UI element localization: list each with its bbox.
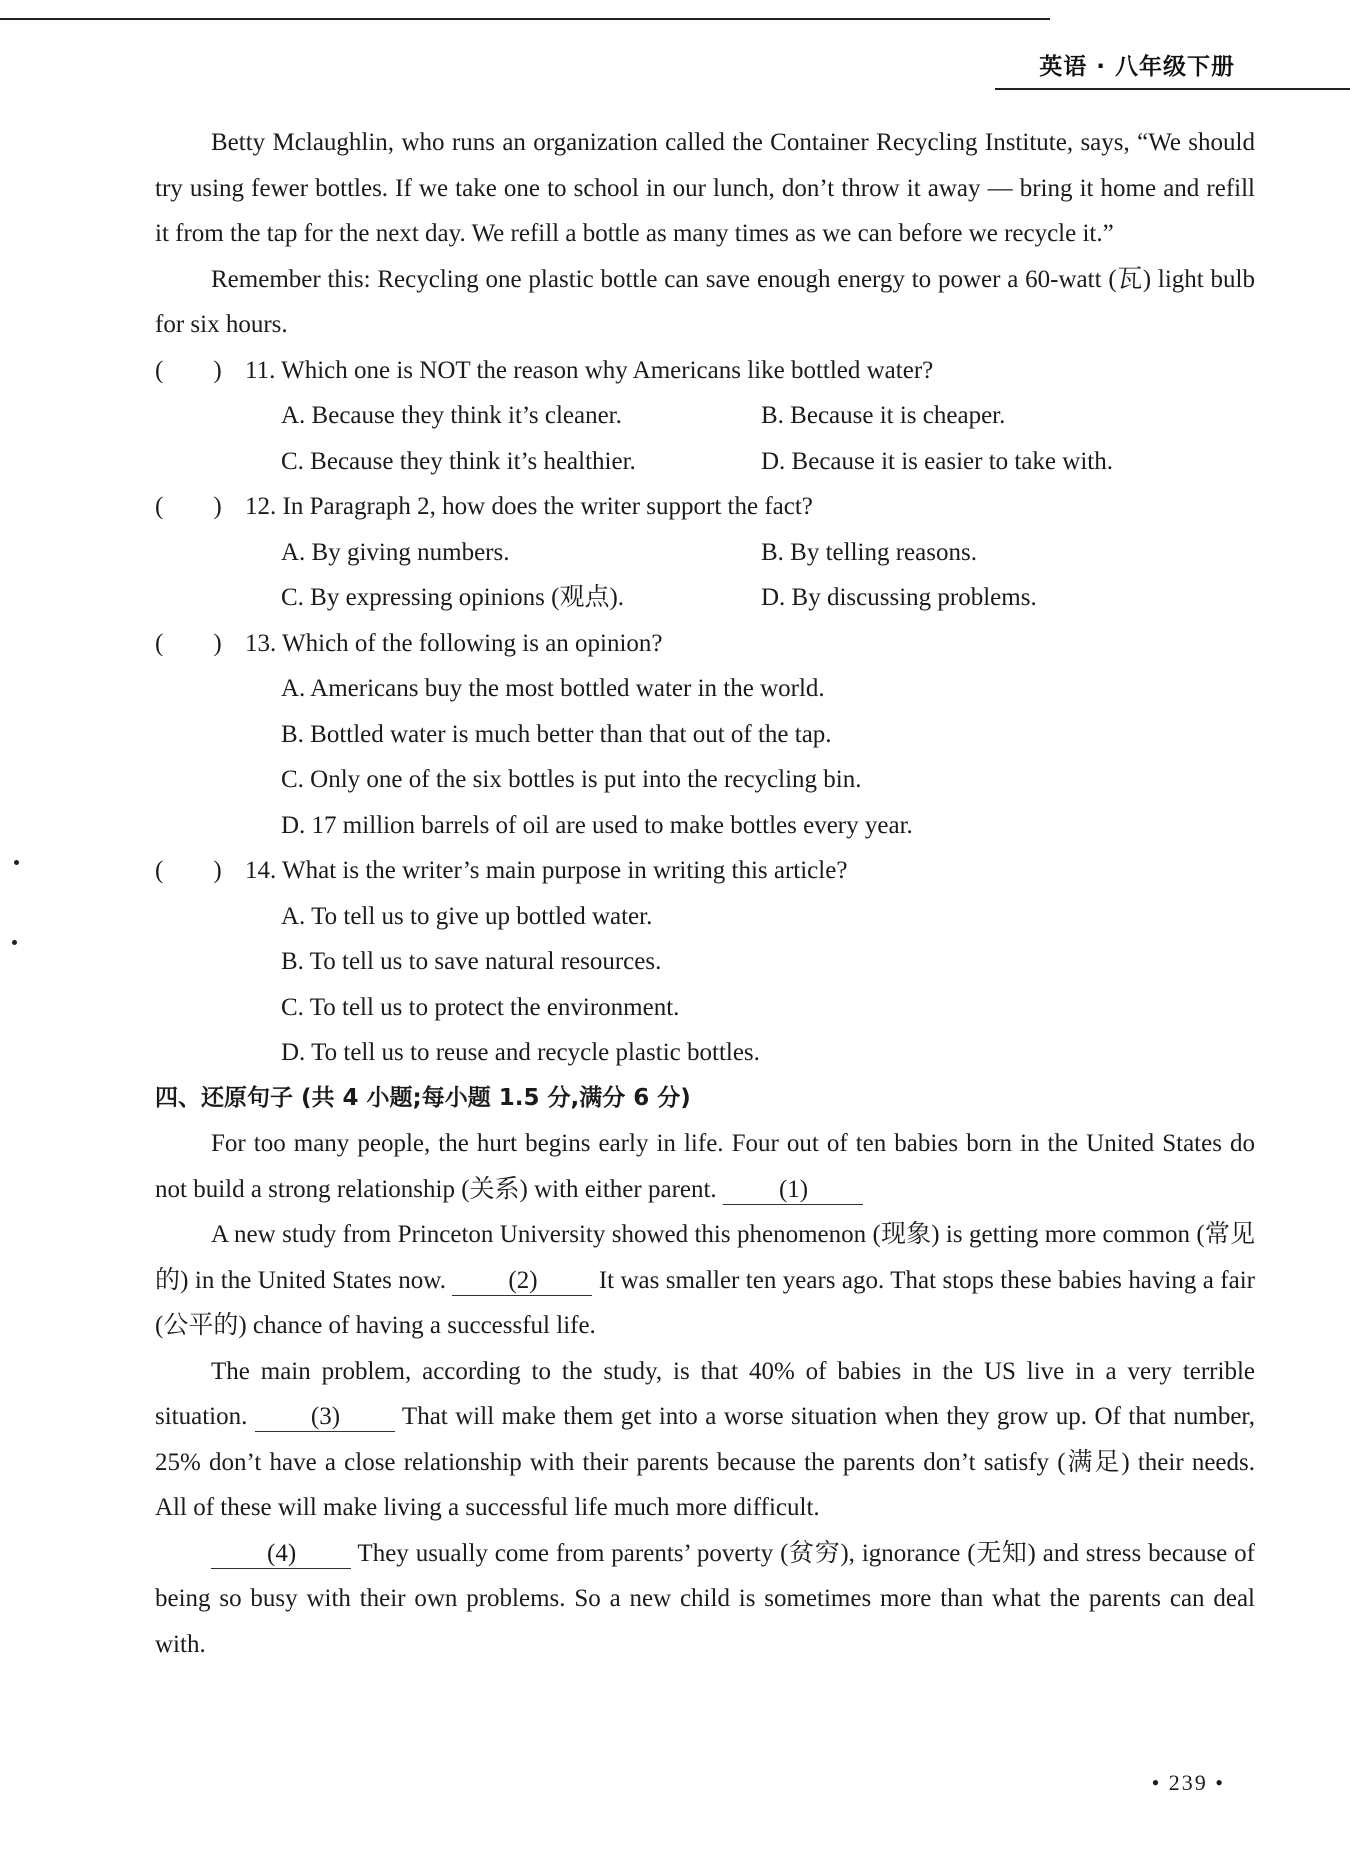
option-d: D. 17 million barrels of oil are used to make bottles every year. [281,811,913,839]
answer-bracket[interactable]: ( ) [155,629,222,657]
paragraph-text: It was smaller ten years ago. That stops these babies having a fair (公平的) chance of having a successful life. [155,1266,1255,1339]
running-header: 英语 · 八年级下册 [1039,54,1235,80]
paragraph-text: A new study from Princeton University showed this phenomenon (现象) is getting more common (常见的) in the United States now. [155,1221,1255,1294]
option-a: A. By giving numbers. [281,538,510,566]
option-b: B. By telling reasons. [761,538,977,566]
option-b: B. To tell us to save natural resources. [281,948,662,975]
paragraph-text: That will make them get into a worse situation when they grow up. Of that number, 25% don’t have a close relationship with their parents because the parents don’t satisfy (满足) their needs. All of these will make living a successful life much more difficult. [155,1403,1256,1521]
answer-bracket[interactable]: ( ) [155,356,222,384]
page-content [155,120,1255,1667]
paragraph-text: They usually come from parents’ poverty (贫穷), ignorance (无知) and stress because of being so busy with their own problems. So a new child is sometimes more than what the parents can deal with. [155,1539,1255,1658]
answer-blank-1[interactable]: (1) [723,1176,863,1205]
option-a: A. Americans buy the most bottled water in the world. [281,675,825,702]
option-c: C. To tell us to protect the environment. [281,993,680,1021]
paragraph-text: The main problem, according to the study, is that 40% of babies in the US live in a very terrible situation. [155,1357,1255,1430]
top-rule [0,18,1050,20]
paragraph [155,1349,1255,1531]
question-stem: 14. What is the writer’s main purpose in writing this article? [245,857,848,884]
option-b: B. Bottled water is much better than that out of the tap. [281,720,832,748]
question-stem: 11. Which one is NOT the reason why Americans like bottled water? [245,356,934,384]
option-b: B. Because it is cheaper. [761,402,1006,429]
answer-blank-3[interactable]: (3) [255,1403,395,1432]
option-d: D. By discussing problems. [761,584,1037,611]
question-12 [155,484,1255,621]
scan-speck [12,940,17,945]
question-13 [155,621,1255,849]
paragraph: Betty Mclaughlin, who runs an organization called the Container Recycling Institute, says, “We should try using fewer bottles. If we take one to school in our lunch, don’t throw it away — bring it home and refill it from the tap for the next day. We refill a bottle as many times as we can before we recycle it.” [155,129,1255,247]
answer-blank-2[interactable]: (2) [452,1267,592,1296]
answer-bracket[interactable]: ( ) [155,493,222,520]
paragraph [155,1121,1255,1212]
paragraph [155,1212,1255,1349]
question-11 [155,348,1255,485]
question-14 [155,848,1255,1076]
scan-speck [14,860,19,865]
option-c: C. Only one of the six bottles is put into the recycling bin. [281,766,862,793]
option-a: A. Because they think it’s cleaner. [281,402,622,429]
answer-bracket[interactable]: ( ) [155,857,222,884]
option-d: D. To tell us to reuse and recycle plastic bottles. [281,1039,760,1066]
section-heading: 四、还原句子 (共 4 小题;每小题 1.5 分,满分 6 分) [155,1084,691,1111]
option-c: C. Because they think it’s healthier. [281,447,636,475]
option-c: C. By expressing opinions (观点). [281,584,625,611]
paragraph-text: For too many people, the hurt begins early in life. Four out of ten babies born in the United States do not build a strong relationship (关系) with either parent. [155,1130,1255,1203]
header-rule [995,88,1350,90]
option-a: A. To tell us to give up bottled water. [281,902,653,930]
answer-blank-4[interactable]: (4) [211,1540,351,1569]
paragraph [155,1531,1255,1668]
page-number: • 239 • [1151,1770,1225,1795]
question-stem: 13. Which of the following is an opinion? [245,629,663,657]
option-d: D. Because it is easier to take with. [761,447,1113,475]
question-stem: 12. In Paragraph 2, how does the writer support the fact? [245,493,813,520]
paragraph: Remember this: Recycling one plastic bottle can save enough energy to power a 60-watt (瓦) light bulb for six hours. [155,265,1255,338]
